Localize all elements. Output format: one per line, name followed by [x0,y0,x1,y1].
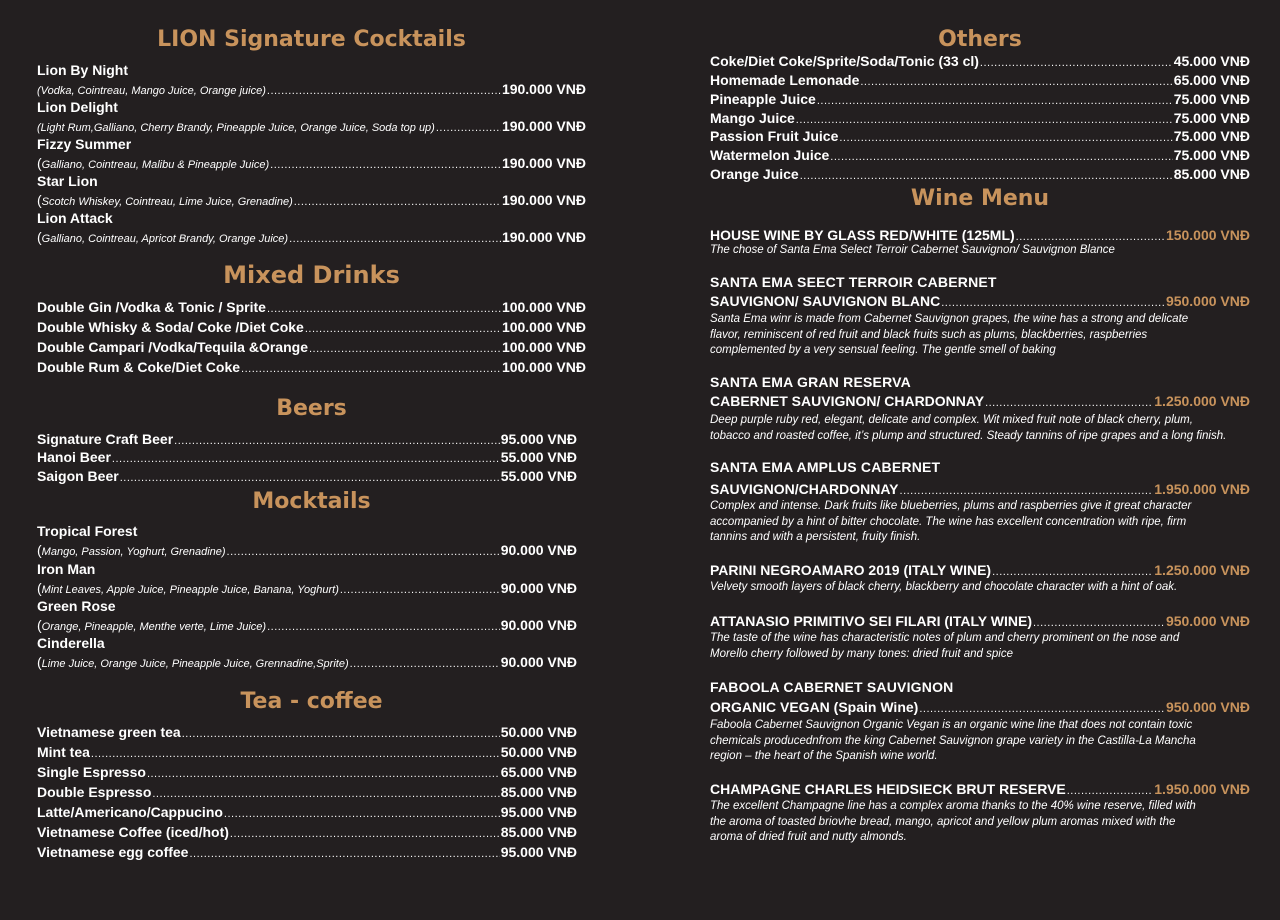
menu-item-row [37,430,577,450]
menu-item-row [37,191,586,211]
menu-item-name: Signature Craft Beer [37,431,174,447]
wine-name-line: SANTA EMA AMPLUS CABERNET [710,459,941,475]
wine-name: CABERNET SAUVIGNON/ CHARDONNAY [710,393,985,409]
menu-item-name: Mint tea [37,744,90,760]
wine-item-row [710,780,1250,800]
menu-item-row [37,154,586,174]
menu-item-price: 55.000 VNĐ [500,449,577,465]
menu-item-row [37,117,586,137]
leader-dots [267,300,501,318]
wine-price: 950.000 VNĐ [1165,613,1250,629]
wine-description: Velvety smooth layers of black cherry, blackberry and chocolate character with a hint of oak. [710,581,1178,593]
menu-item-row [37,228,586,248]
menu-item-name: Double Rum & Coke/Diet Coke [37,359,241,375]
menu-item-price: 85.000 VNĐ [1173,166,1250,182]
menu-item-name: Pineapple Juice [710,91,816,107]
wine-name: ATTANASIO PRIMITIVO SEI FILARI (ITALY WINE) [710,613,1032,629]
menu-item-row [37,80,586,100]
menu-item-row [37,318,586,338]
menu-item-row [710,165,1250,185]
wine-description: Santa Ema winr is made from Cabernet Sauvignon grapes, the wine has a strong and delicate flavor, reminiscent of red fruit and black fruits such as plums, blackberries, raspberries complemented by a very sensual feeling. The gentle smell of baking [710,313,1189,356]
menu-item-name: Double Whisky & Soda/ Coke /Diet Coke [37,319,304,335]
menu-item-price: 90.000 VNĐ [500,617,577,633]
wine-name: ORGANIC VEGAN (Spain Wine) [710,699,919,715]
menu-item-price: 90.000 VNĐ [500,654,577,670]
menu-item-price: 75.000 VNĐ [1173,147,1250,163]
menu-item-name: Cinderella [37,635,105,651]
menu-item-price: 100.000 VNĐ [501,359,586,375]
menu-item-price: 95.000 VNĐ [500,844,577,860]
menu-item-price: 90.000 VNĐ [500,580,577,596]
menu-item-desc: (Galliano, Cointreau, Apricot Brandy, Orange Juice) [37,229,289,245]
section-title-beers: Beers [276,396,347,421]
menu-item-name: Iron Man [37,561,96,577]
menu-item-row [710,127,1250,147]
wine-price: 950.000 VNĐ [1165,293,1250,309]
wine-item-row [710,392,1250,412]
menu-item-row [37,358,586,378]
wine-price: 1.250.000 VNĐ [1154,393,1250,409]
menu-item-name: Homemade Lemonade [710,72,860,88]
menu-item-row [37,723,577,743]
menu-item-name: Hanoi Beer [37,449,111,465]
menu-item-row [710,109,1250,129]
leader-dots [289,230,501,248]
wine-item-row [710,480,1250,500]
menu-item-name: Vietnamese Coffee (iced/hot) [37,824,229,840]
section-title-mixed-drinks: Mixed Drinks [223,261,400,289]
menu-item-name: Double Gin /Vodka & Tonic / Sprite [37,299,266,315]
menu-item-price: 75.000 VNĐ [1173,91,1250,107]
menu-item-price: 190.000 VNĐ [501,155,586,171]
menu-item-price: 65.000 VNĐ [500,764,577,780]
menu-item-price: 190.000 VNĐ [501,229,586,245]
wine-name-line: SANTA EMA GRAN RESERVA [710,374,911,390]
menu-item-price: 65.000 VNĐ [1173,72,1250,88]
menu-item-row [37,298,586,318]
menu-item-row [37,783,577,803]
menu-item-name: Fizzy Summer [37,136,132,152]
leader-dots [182,725,500,743]
leader-dots [224,805,500,823]
menu-item-price: 50.000 VNĐ [500,744,577,760]
menu-item-price: 190.000 VNĐ [501,81,586,97]
leader-dots [817,92,1173,110]
leader-dots [227,543,500,561]
menu-item-name: Star Lion [37,173,98,189]
menu-item-price: 95.000 VNĐ [500,804,577,820]
menu-item-desc: (Orange, Pineapple, Menthe verte, Lime Juice) [37,617,267,633]
menu-item-name: Vietnamese green tea [37,724,181,740]
section-title-tea-coffee: Tea - coffee [240,689,383,714]
wine-description: Complex and intense. Dark fruits like blueberries, plums and raspberries give it great character accompanied by a hint of bitter chocolate. The wine has excellent concentration with ripe, firm tannins and with a persistent, fruity finish. [710,500,1192,543]
menu-item-price: 75.000 VNĐ [1173,110,1250,126]
menu-item-name: Coke/Diet Coke/Sprite/Soda/Tonic (33 cl) [710,53,979,69]
menu-item-row [37,541,577,561]
menu-item-price: 190.000 VNĐ [501,192,586,208]
menu-item-row [37,843,577,863]
menu-item-row [710,71,1250,91]
menu-item-row [37,338,586,358]
wine-description: Deep purple ruby red, elegant, delicate and complex. Wit mixed fruit note of black cherry, plum, tobacco and roasted coffee, it’s plump and structured. Steady tannins of ripe grapes and a long finish. [710,414,1227,442]
leader-dots [919,700,1165,718]
menu-item-name: Double Espresso [37,784,152,800]
menu-item-name: Watermelon Juice [710,147,830,163]
menu-item-price: 75.000 VNĐ [1173,128,1250,144]
menu-item-price: 190.000 VNĐ [501,118,586,134]
menu-item-name: Tropical Forest [37,523,138,539]
wine-name: HOUSE WINE BY GLASS RED/WHITE (125ML) [710,227,1015,243]
menu-item-name: Saigon Beer [37,468,119,484]
menu-item-row [37,616,577,636]
menu-item-row [37,653,577,673]
menu-item-desc: (Light Rum,Galliano, Cherry Brandy, Pineapple Juice, Orange Juice, Soda top up) [37,122,435,134]
leader-dots [309,340,501,358]
menu-item-desc: (Galliano, Cointreau, Malibu & Pineapple Juice) [37,155,270,171]
section-title-wine-menu: Wine Menu [910,186,1050,211]
wine-name-line: SANTA EMA SEECT TERROIR CABERNET [710,274,997,290]
leader-dots [900,482,1154,500]
wine-description: The chose of Santa Ema Select Terroir Cabernet Sauvignon/ Sauvignon Blance [710,244,1115,256]
menu-item-price: 100.000 VNĐ [501,339,586,355]
wine-price: 1.250.000 VNĐ [1154,562,1250,578]
menu-item-row [710,146,1250,166]
leader-dots [980,54,1173,72]
menu-item-name: Lion Delight [37,99,118,115]
leader-dots [350,655,500,673]
wine-price: 1.950.000 VNĐ [1154,481,1250,497]
wine-item-row [710,561,1250,581]
wine-name-line: FABOOLA CABERNET SAUVIGNON [710,679,954,695]
menu-item-name: Mango Juice [710,110,795,126]
menu-item-price: 55.000 VNĐ [500,468,577,484]
menu-item-desc: (Vodka, Cointreau, Mango Juice, Orange juice) [37,85,266,97]
menu-item-price: 100.000 VNĐ [501,319,586,335]
menu-item-row [37,467,577,487]
leader-dots [112,450,500,468]
section-title-signature-cocktails: LION Signature Cocktails [157,27,466,52]
wine-price: 150.000 VNĐ [1165,227,1250,243]
menu-item-price: 90.000 VNĐ [500,542,577,558]
leader-dots [305,320,501,338]
leader-dots [230,825,500,843]
section-title-others: Others [938,27,1022,52]
menu-item-price: 45.000 VNĐ [1173,53,1250,69]
leader-dots [830,148,1172,166]
section-title-mocktails: Mocktails [252,489,371,514]
menu-item-name: Green Rose [37,598,116,614]
wine-item-row [710,612,1250,632]
menu-item-name: Vietnamese egg coffee [37,844,189,860]
leader-dots [985,394,1153,412]
menu-item-row [710,52,1250,72]
leader-dots [941,294,1165,312]
menu-item-name: Passion Fruit Juice [710,128,839,144]
leader-dots [120,469,500,487]
menu-item-name: Lion Attack [37,210,113,226]
wine-item-row [710,292,1250,312]
leader-dots [189,845,499,863]
menu-item-name: Double Campari /Vodka/Tequila &Orange [37,339,308,355]
menu-item-name: Orange Juice [710,166,799,182]
leader-dots [152,785,499,803]
leader-dots [860,73,1172,91]
wine-description: The excellent Champagne line has a complex aroma thanks to the 40% wine reserve, filled with the aroma of toasted briovhe bread, mango, apricot and yellow plum aromas mixed with the aroma of dried fruit and nutty almonds. [710,800,1196,843]
menu-item-desc: (Lime Juice, Orange Juice, Pineapple Juice, Grennadine,Sprite) [37,654,349,670]
menu-item-price: 95.000 VNĐ [500,431,577,447]
leader-dots [91,745,500,763]
menu-item-price: 85.000 VNĐ [500,824,577,840]
menu-item-name: Latte/Americano/Cappucino [37,804,223,820]
menu-item-row [710,90,1250,110]
menu-item-desc: (Mint Leaves, Apple Juice, Pineapple Juice, Banana, Yoghurt) [37,580,339,596]
leader-dots [1067,782,1154,800]
menu-item-row [37,743,577,763]
wine-item-row [710,698,1250,718]
leader-dots [147,765,500,783]
wine-name: SAUVIGNON/CHARDONNAY [710,481,899,497]
menu-item-row [37,448,577,468]
wine-price: 950.000 VNĐ [1165,699,1250,715]
menu-item-price: 50.000 VNĐ [500,724,577,740]
leader-dots [839,129,1172,147]
menu-item-desc: (Mango, Passion, Yoghurt, Grenadine) [37,542,226,558]
menu-item-name: Single Espresso [37,764,146,780]
menu-item-row [37,803,577,823]
menu-item-price: 85.000 VNĐ [500,784,577,800]
wine-description: The taste of the wine has characteristic notes of plum and cherry prominent on the nose and Morello cherry followed by many tones: dried fruit and spice [710,632,1180,660]
menu-item-name: Lion By Night [37,62,128,78]
wine-name: PARINI NEGROAMARO 2019 (ITALY WINE) [710,562,992,578]
leader-dots [800,167,1173,185]
menu-item-price: 100.000 VNĐ [501,299,586,315]
wine-price: 1.950.000 VNĐ [1154,781,1250,797]
wine-description: Faboola Cabernet Sauvignon Organic Vegan is an organic wine line that does not contain toxic chemicals producednfrom the king Cabernet Sauvignon grape variety in the Castilla-La Mancha region – the heart of the Spanish wine world. [710,719,1196,762]
wine-name: SAUVIGNON/ SAUVIGNON BLANC [710,293,941,309]
menu-item-row [37,823,577,843]
menu-item-desc: (Scotch Whiskey, Cointreau, Lime Juice, Grenadine) [37,192,293,208]
menu-item-row [37,763,577,783]
leader-dots [241,360,501,378]
wine-name: CHAMPAGNE CHARLES HEIDSIECK BRUT RESERVE [710,781,1066,797]
leader-dots [1033,614,1165,632]
leader-dots [992,563,1153,581]
menu-item-row [37,579,577,599]
